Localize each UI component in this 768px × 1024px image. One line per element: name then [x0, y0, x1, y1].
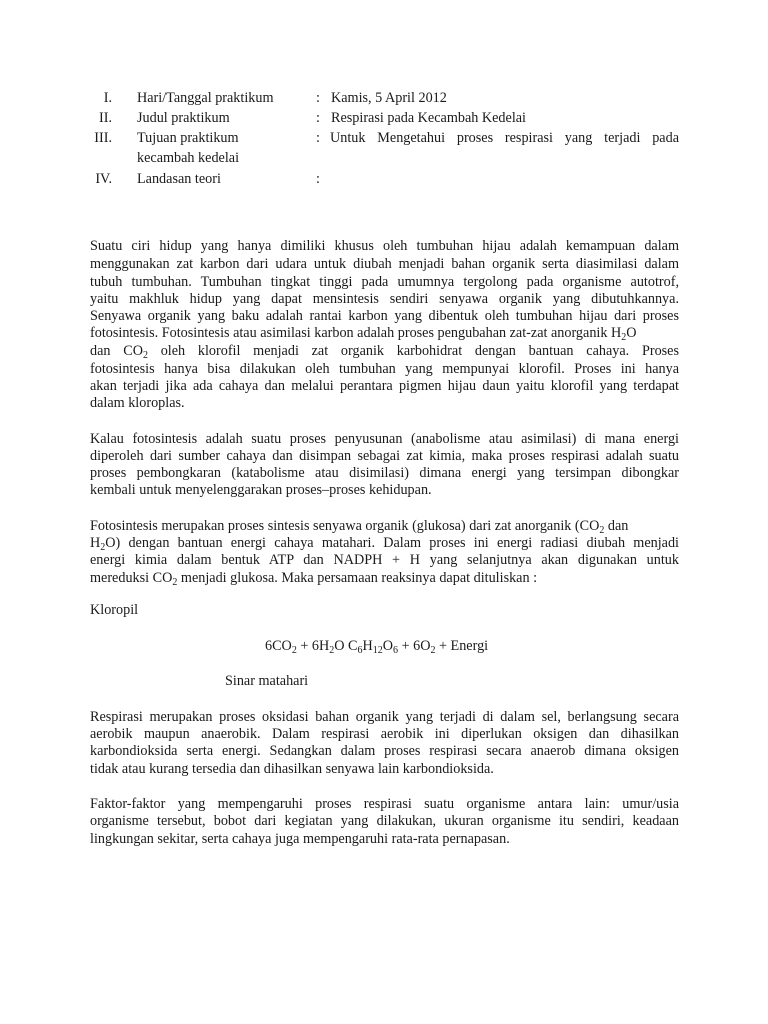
header-item-continuation: kecambah kedelai [137, 150, 240, 166]
paragraph-line: energi kimia dalam bentuk ATP dan NADPH + H yang selanjutnya akan digunakan untuk [90, 552, 679, 568]
equation-part: + 6O [398, 638, 431, 654]
header-item-purpose-continuation [0, 148, 768, 168]
equation-part: O C [334, 638, 358, 654]
line-text: oleh klorofil menjadi zat organik karbohidrat dengan bantuan cahaya. Proses [147, 343, 679, 359]
paragraph-line: aerobik maupun anaerobik. Dalam respirasi aerobik ini diperlukan oksigen dan dihasilkan [90, 726, 679, 742]
paragraph-line: kembali untuk menyelenggarakan proses–proses kehidupan. [90, 482, 432, 498]
header-item-colon: : [316, 130, 320, 146]
header-item-number: III. [94, 130, 112, 146]
equation-part: + 6H [296, 638, 330, 654]
header-item-number: II. [99, 110, 112, 126]
equation-part: 6CO [265, 638, 292, 654]
subscript: 2 [142, 350, 148, 361]
header-item-number: I. [103, 90, 112, 106]
header-item-label: Tujuan praktikum [137, 130, 239, 146]
paragraph-line [90, 323, 679, 343]
paragraph-line [90, 568, 679, 588]
paragraph-line: yaitu makhluk hidup yang dapat mensintesis sendiri senyawa organik yang dibutuhkannya. [90, 291, 679, 307]
subscript: 2 [172, 577, 178, 588]
header-item-colon: : [316, 171, 320, 187]
equation-part: O [382, 638, 394, 654]
line-text: H [90, 535, 101, 551]
equation-label-chlorophyll: Kloropil [90, 602, 139, 618]
header-item-colon: : [316, 110, 320, 126]
subscript: 12 [372, 645, 383, 656]
line-text: fotosintesis. Fotosintesis atau asimilasi karbon adalah proses pengubahan zat-zat anorganik H [90, 325, 622, 341]
header-item-title [0, 108, 768, 128]
line-text: O) dengan bantuan energi cahaya matahari. Dalam proses ini energi radiasi diubah menjadi [105, 535, 679, 551]
subscript: 2 [291, 645, 297, 656]
paragraph-line: organisme tersebut, bobot dari kegiatan yang dilakukan, ukuran organisme itu sendiri, keadaan [90, 813, 679, 829]
header-item-value: Untuk Mengetahui proses respirasi yang terjadi pada [330, 130, 679, 146]
paragraph-line: diperoleh dari sumber cahaya dan disimpan sebagai zat kimia, maka proses respirasi adalah suatu [90, 448, 679, 464]
paragraph-line: menggunakan zat karbon dari udara untuk diubah menjadi bahan organik serta diasimilasi dalam [90, 256, 679, 272]
paragraph-line [90, 341, 679, 361]
paragraph-line: Respirasi merupakan proses oksidasi bahan organik yang terjadi di dalam sel, berlangsung secara [90, 709, 679, 725]
header-item-label: Hari/Tanggal praktikum [137, 90, 274, 106]
paragraph-line: lingkungan sekitar, serta cahaya juga mempengaruhi rata-rata pernapasan. [90, 831, 510, 847]
subscript: 2 [100, 542, 106, 553]
subscript: 6 [357, 645, 363, 656]
equation-part: H [362, 638, 373, 654]
paragraph-line: karbondioksida serta energi. Sedangkan dalam proses respirasi secara anaerob dimana oksigen [90, 743, 679, 759]
photosynthesis-equation [265, 636, 488, 656]
subscript: 2 [430, 645, 436, 656]
paragraph-line: dalam kloroplas. [90, 395, 185, 411]
paragraph-line: Suatu ciri hidup yang hanya dimiliki khusus oleh tumbuhan hijau adalah kemampuan dalam [90, 238, 679, 254]
header-item-label: Judul praktikum [137, 110, 230, 126]
header-item-theory [0, 169, 768, 189]
equation-part: + Energi [435, 638, 489, 654]
paragraph-line: Kalau fotosintesis adalah suatu proses penyusunan (anabolisme atau asimilasi) di mana energi [90, 431, 679, 447]
line-text: dan CO [90, 343, 143, 359]
header-item-purpose [0, 128, 768, 148]
line-text: mereduksi CO [90, 570, 173, 586]
paragraph-line: Senyawa organik yang baku adalah rantai karbon yang dibentuk oleh tumbuhan hijau dari proses [90, 308, 679, 324]
line-text: O [626, 325, 637, 341]
paragraph-line: proses pembongkaran (katabolisme atau disimilasi) dimana energi yang tersimpan dibongkar [90, 465, 679, 481]
paragraph-line: tubuh tumbuhan. Tumbuhan tingkat tinggi pada umumnya tergolong pada organisme autotrof, [90, 274, 679, 290]
paragraph-line: akan terjadi jika ada cahaya dan melalui perantara pigmen hijau daun yaitu klorofil yang terdapat [90, 378, 679, 394]
header-item-label: Landasan teori [137, 171, 221, 187]
header-item-number: IV. [95, 171, 112, 187]
subscript: 2 [599, 525, 605, 536]
paragraph-line: Faktor-faktor yang mempengaruhi proses respirasi suatu organisme antara lain: umur/usia [90, 796, 679, 812]
subscript: 2 [621, 332, 627, 343]
subscript: 6 [393, 645, 399, 656]
header-item-colon: : [316, 90, 320, 106]
paragraph-line: fotosintesis hanya bisa dilakukan oleh tumbuhan yang mempunyai klorofil. Proses ini hanya [90, 361, 679, 377]
subscript: 2 [329, 645, 335, 656]
header-item-value: Kamis, 5 April 2012 [331, 90, 447, 106]
line-text: Fotosintesis merupakan proses sintesis senyawa organik (glukosa) dari zat anorganik (CO [90, 518, 600, 534]
line-text: menjadi glukosa. Maka persamaan reaksinya dapat dituliskan : [177, 570, 538, 586]
equation-label-sunlight: Sinar matahari [225, 673, 309, 689]
paragraph-line: tidak atau kurang tersedia dan dihasilkan senyawa lain karbondioksida. [90, 761, 494, 777]
header-item-date [0, 88, 768, 108]
line-text: dan [604, 518, 629, 534]
header-item-value: Respirasi pada Kecambah Kedelai [331, 110, 526, 126]
